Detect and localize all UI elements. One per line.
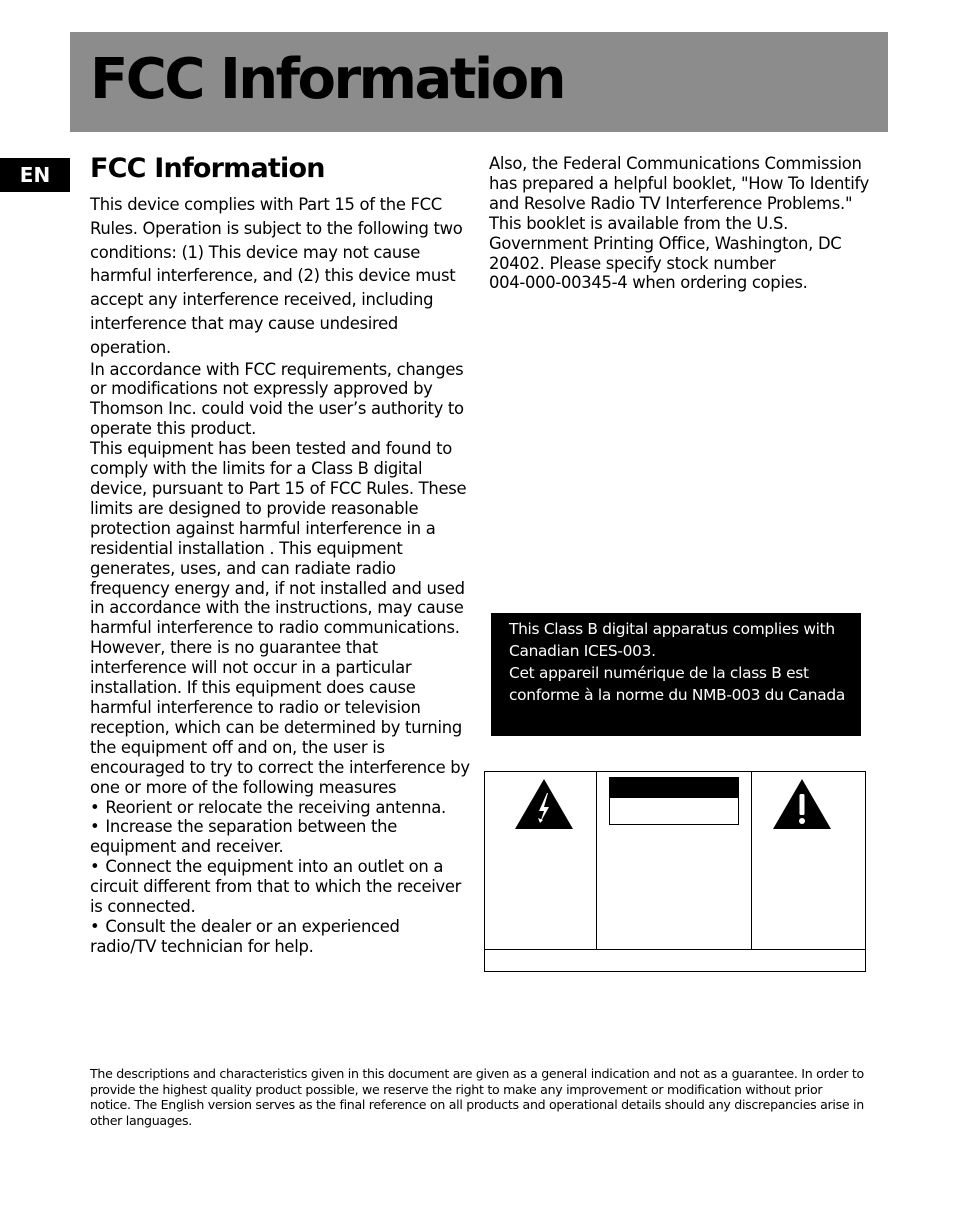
language-tab: EN	[0, 158, 70, 192]
notice-french: Cet appareil numérique de la class B est conforme à la norme du NMB-003 du Canada	[509, 664, 845, 704]
caution-label-bar	[610, 778, 738, 798]
booklet-paragraph: Also, the Federal Communications Commission has prepared a helpful booklet, "How To Identify and Resolve Radio TV Interference Problems." This booklet is available from the U.S. Government Printing Office, Washington, DC 20402. Please specify stock number	[489, 154, 870, 273]
warning-cell-left	[485, 772, 597, 949]
warning-cell-middle	[597, 772, 752, 949]
notice-english: This Class B digital apparatus complies with Canadian ICES-003.	[509, 620, 835, 660]
left-column	[90, 150, 470, 957]
exclamation-warning-icon	[771, 777, 833, 831]
warning-table	[484, 771, 866, 972]
canadian-compliance-notice	[491, 613, 861, 736]
warning-table-footer-row	[485, 949, 865, 972]
list-item-text: Reorient or relocate the receiving antenna.	[105, 797, 446, 817]
list-item	[90, 857, 470, 917]
measures-list	[90, 798, 470, 957]
warning-cell-right	[752, 772, 865, 949]
list-item-text: Increase the separation between the equipment and receiver.	[90, 817, 398, 857]
class-b-paragraph: This equipment has been tested and found to comply with the limits for a Class B digital device, pursuant to Part 15 of FCC Rules. These limits are designed to provide reasonable protection against harmful interference in a residential installation . This equipment generates, uses, and can radiate radio frequency energy and, if not installed and used in accordance with the instructions, may cause harmful interference to radio communications. However, there is no guarantee that interference will not occur in a particular installation. If this equipment does cause harmful interference to radio or television reception, which can be determined by turning the equipment off and on, the user is encouraged to try to correct the interference by one or more of the following measures	[90, 439, 470, 797]
page-title: FCC Information	[90, 47, 565, 112]
fcc-requirements-paragraph: In accordance with FCC requirements, changes or modifications not expressly approved by Thomson Inc. could void the user’s authority to operate this product.	[90, 359, 464, 439]
list-item-text: Consult the dealer or an experienced radio/TV technician for help.	[90, 916, 400, 956]
title-banner	[70, 32, 888, 132]
bullet-glyph: •	[90, 857, 100, 877]
caution-label	[609, 777, 739, 825]
intro-paragraph: This device complies with Part 15 of the FCC Rules. Operation is subject to the following two conditions: (1) This device may not cause harmful interference, and (2) this device must accept any interference received, including interference that may cause undesired operation.	[90, 195, 463, 357]
list-item-text: Connect the equipment into an outlet on a circuit different from that to which the receiver is connected.	[90, 857, 462, 917]
section-heading: FCC Information	[90, 153, 325, 184]
stock-number-line: 004-000-00345-4 when ordering copies.	[489, 273, 808, 293]
bullet-glyph: •	[90, 797, 100, 817]
bullet-glyph: •	[90, 916, 100, 936]
lightning-warning-icon	[513, 777, 575, 831]
list-item	[90, 917, 470, 957]
bullet-glyph: •	[90, 817, 100, 837]
list-item	[90, 817, 470, 857]
right-column	[489, 154, 874, 293]
list-item	[90, 798, 470, 818]
disclaimer-footer: The descriptions and characteristics given in this document are given as a general indication and not as a guarantee. In order to provide the highest quality product possible, we reserve the right to make any improvement or modification without prior notice. The English version serves as the final reference on all products and operational details should any discrepancies arise in other languages.	[90, 1066, 864, 1128]
